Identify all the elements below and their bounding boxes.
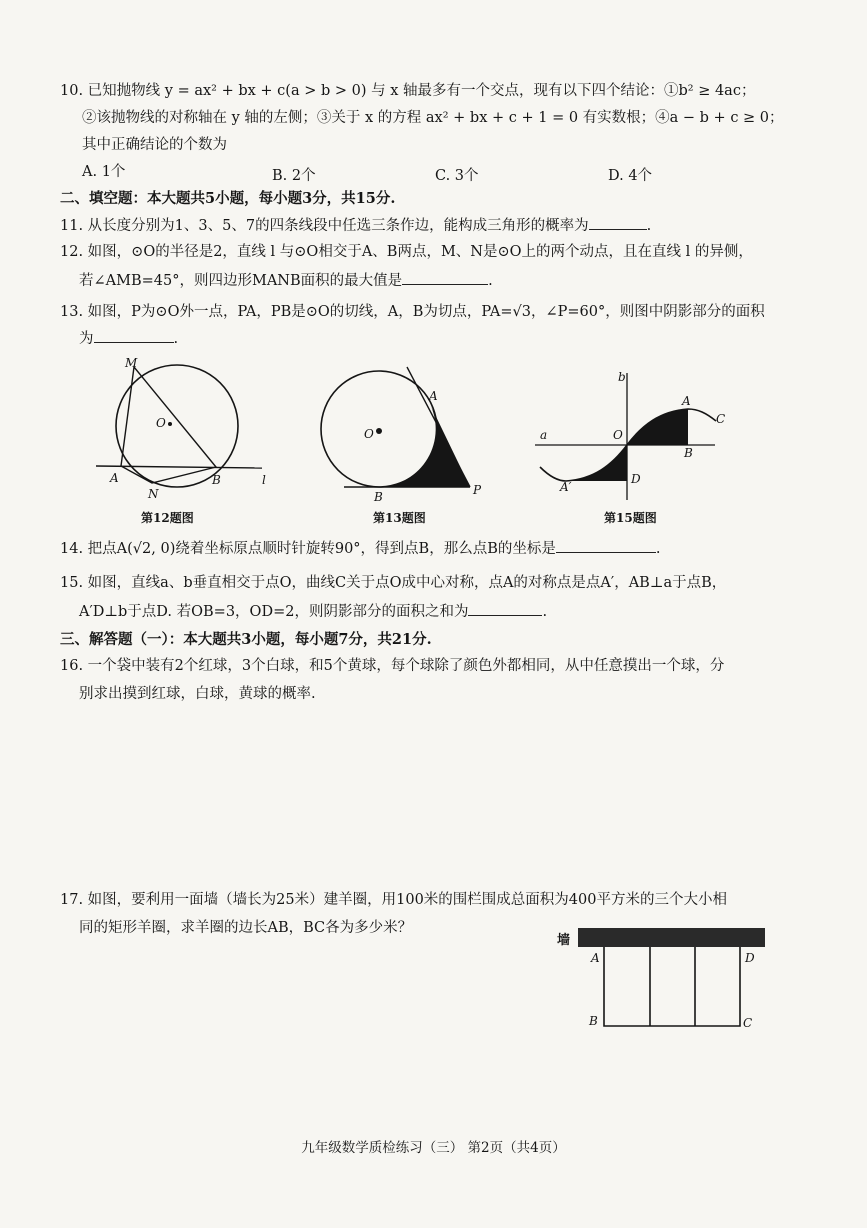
q17-wall-label: 墙 [557,933,571,948]
q10-line2: ②该抛物线的对称轴在 y 轴的左侧；③关于 x 的方程 ax² + bx + c + 1 = 0 有实数根；④a − b + c ≥ 0； [82,110,784,126]
q14-text: 14. 把点A(√2, 0)绕着坐标原点顺时针旋转90°，得到点B，那么点B的坐标是 . [60,538,660,559]
fig13-label-p: P [473,483,482,497]
fig12-caption: 第12题图 [141,511,194,525]
fig13-caption: 第13题图 [373,511,426,525]
fig15-label-o: O [613,428,623,442]
figure-13 [322,362,492,502]
fig15-shaded-left [566,445,627,481]
fig13-label-a: A [429,389,438,403]
q11-text: 11. 从长度分别为1、3、5、7的四条线段中任选三条作边，能构成三角形的概率为 . [60,215,651,236]
q15-answer-blank [468,601,542,616]
fig17-label-d: D [745,951,755,965]
fig15-label-d: D [631,472,641,486]
q10-option-d: D. 4个 [608,168,653,184]
page-footer: 九年级数学质检练习（三） 第2页（共4页） [301,1140,566,1156]
fig15-label-a-axis: a [540,428,548,442]
q16-line1: 16. 一个袋中装有2个红球，3个白球，和5个黄球，每个球除了颜色外都相同，从中任意摸出一个球，分 [60,658,725,674]
q10-option-b: B. 2个 [272,168,316,184]
figure-17 [575,926,775,1036]
fig15-label-a-prime: A′ [560,480,572,494]
fig12-label-a: A [110,471,119,485]
fig17-label-b: B [589,1014,598,1028]
fig12-center-dot [168,422,172,426]
fig13-center-dot [376,428,382,434]
q13-answer-blank [94,328,174,343]
fig12-label-n: N [148,487,159,501]
q15-stem: A′D⊥b于点D. 若OB=3，OD=2，则阴影部分的面积之和为 [79,604,469,620]
figure-12 [90,355,290,515]
q13-line2: 为 . [79,328,178,349]
fig13-label-b: B [374,490,383,504]
q14-answer-blank [556,538,656,553]
q10-option-a: A. 1个 [82,164,126,180]
fig12-label-o: O [156,416,166,430]
fig12-label-l: l [262,473,266,487]
fig17-fence-outline [604,947,740,1026]
fig15-label-b: B [684,446,693,460]
q17-line1: 17. 如图，要利用一面墙（墙长为25米）建羊圈，用100米的围栏围成总面积为400平方米的三个大小相 [60,892,727,908]
q11-stem: 11. 从长度分别为1、3、5、7的四条线段中任选三条作边，能构成三角形的概率为 [60,218,589,234]
q14-stem: 14. 把点A(√2, 0)绕着坐标原点顺时针旋转90°，得到点B，那么点B的坐标是 [60,541,556,557]
fig15-label-b-axis: b [618,370,626,384]
q13-stem: 为 [79,331,94,347]
figure-15 [530,365,740,505]
q12-answer-blank [402,270,488,285]
section3-heading: 三、解答题（一）：本大题共3小题，每小题7分，共21分. [60,631,432,648]
fig13-shaded-region [379,402,470,487]
fig15-shaded-right [627,409,688,445]
fig12-circle [116,365,238,487]
fig15-label-c: C [716,412,726,426]
q10-line3: 其中正确结论的个数为 [82,137,227,153]
fig12-label-m: M [125,356,138,370]
q11-answer-blank [589,215,647,230]
q12-stem: 若∠AMB=45°，则四边形MANB面积的最大值是 [79,273,403,289]
q12-line1: 12. 如图，⊙O的半径是2，直线 l 与⊙O相交于A、B两点，M、N是⊙O上的两个动点，且在直线 l 的异侧， [60,244,753,260]
fig15-caption: 第15题图 [604,511,657,525]
q15-line2: A′D⊥b于点D. 若OB=3，OD=2，则阴影部分的面积之和为 . [79,601,547,622]
q13-line1: 13. 如图，P为⊙O外一点，PA，PB是⊙O的切线，A，B为切点，PA=√3，∠P=60°，则图中阴影部分的面积 [60,304,765,320]
q16-line2: 别求出摸到红球，白球，黄球的概率. [79,686,316,702]
q12-line2: 若∠AMB=45°，则四边形MANB面积的最大值是 . [79,270,493,291]
fig17-wall [578,928,765,947]
fig17-label-c: C [743,1016,753,1030]
fig13-label-o: O [364,427,374,441]
section2-heading: 二、填空题：本大题共5小题，每小题3分，共15分. [60,190,396,207]
q15-line1: 15. 如图，直线a、b垂直相交于点O，曲线C关于点O成中心对称，点A的对称点是点A′，AB⊥a于点B， [60,575,727,591]
q17-line2: 同的矩形羊圈，求羊圈的边长AB，BC各为多少米？ [79,920,413,936]
fig17-label-a: A [591,951,600,965]
fig15-label-a: A [682,394,691,408]
q10-option-c: C. 3个 [435,168,479,184]
fig12-label-b: B [212,473,221,487]
q10-line1: 10. 已知抛物线 y = ax² + bx + c(a > b > 0) 与 x 轴最多有一个交点，现有以下四个结论：①b² ≥ 4ac； [60,83,756,99]
